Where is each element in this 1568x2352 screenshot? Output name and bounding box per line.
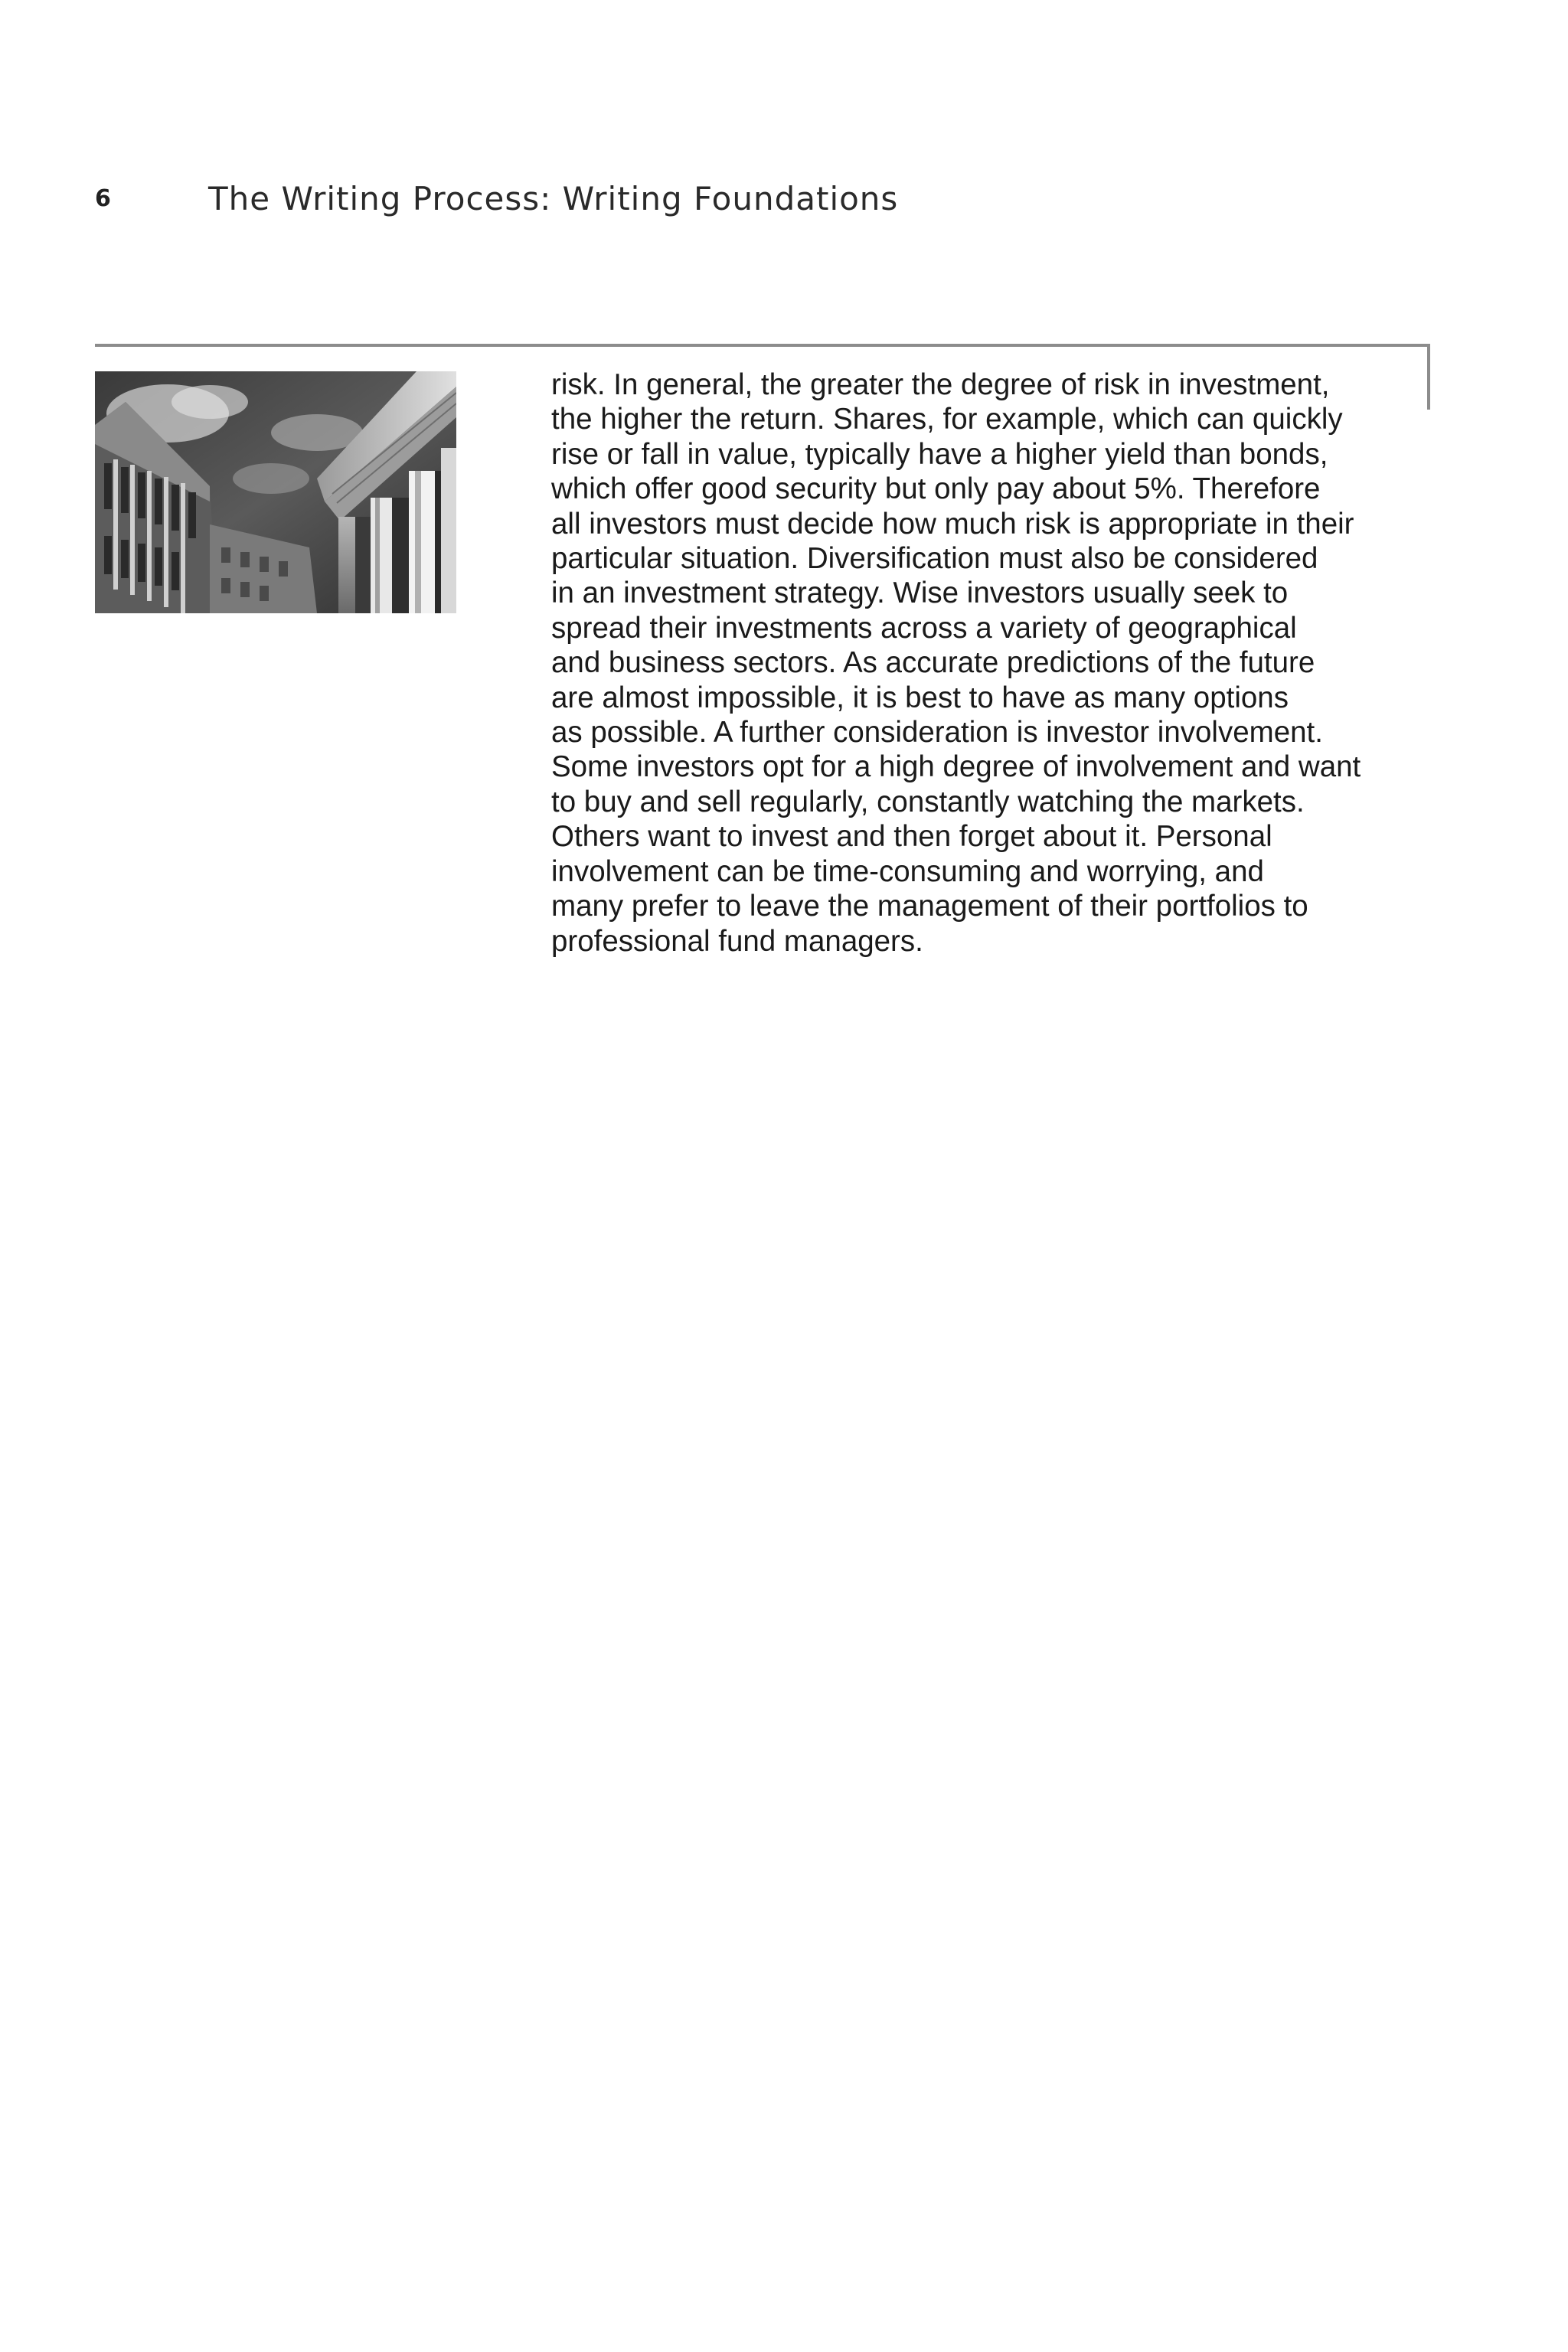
text-line: risk. In general, the greater the degree of risk in investment,: [551, 368, 1330, 401]
text-line: the higher the return. Shares, for example, which can quickly: [551, 403, 1343, 436]
text-line: professional fund managers.: [551, 924, 923, 958]
text-line: in an investment strategy. Wise investors usually seek to: [551, 577, 1289, 610]
header-rule-horizontal: [95, 344, 1430, 347]
running-head-title: The Writing Process: Writing Foundations: [208, 180, 899, 217]
text-line: to buy and sell regularly, constantly watching the markets.: [551, 785, 1305, 818]
page-number: 6: [95, 185, 111, 212]
text-line: Some investors opt for a high degree of involvement and want: [551, 750, 1361, 784]
text-line: spread their investments across a variety of geographical: [551, 611, 1297, 645]
body-paragraph: [551, 368, 1432, 959]
text-line: many prefer to leave the management of their portfolios to: [551, 890, 1308, 923]
text-line: particular situation. Diversification must also be considered: [551, 542, 1318, 576]
text-line: are almost impossible, it is best to have as many options: [551, 681, 1289, 714]
financial-buildings-photo: [95, 371, 456, 613]
text-line: Others want to invest and then forget about it. Personal: [551, 820, 1272, 854]
text-line: involvement can be time-consuming and worrying, and: [551, 854, 1264, 888]
text-line: all investors must decide how much risk is appropriate in their: [551, 507, 1354, 541]
text-line: and business sectors. As accurate predictions of the future: [551, 646, 1315, 680]
text-line: rise or fall in value, typically have a higher yield than bonds,: [551, 437, 1328, 471]
text-line: which offer good security but only pay about 5%. Therefore: [551, 472, 1321, 506]
text-line: as possible. A further consideration is investor involvement.: [551, 716, 1323, 750]
